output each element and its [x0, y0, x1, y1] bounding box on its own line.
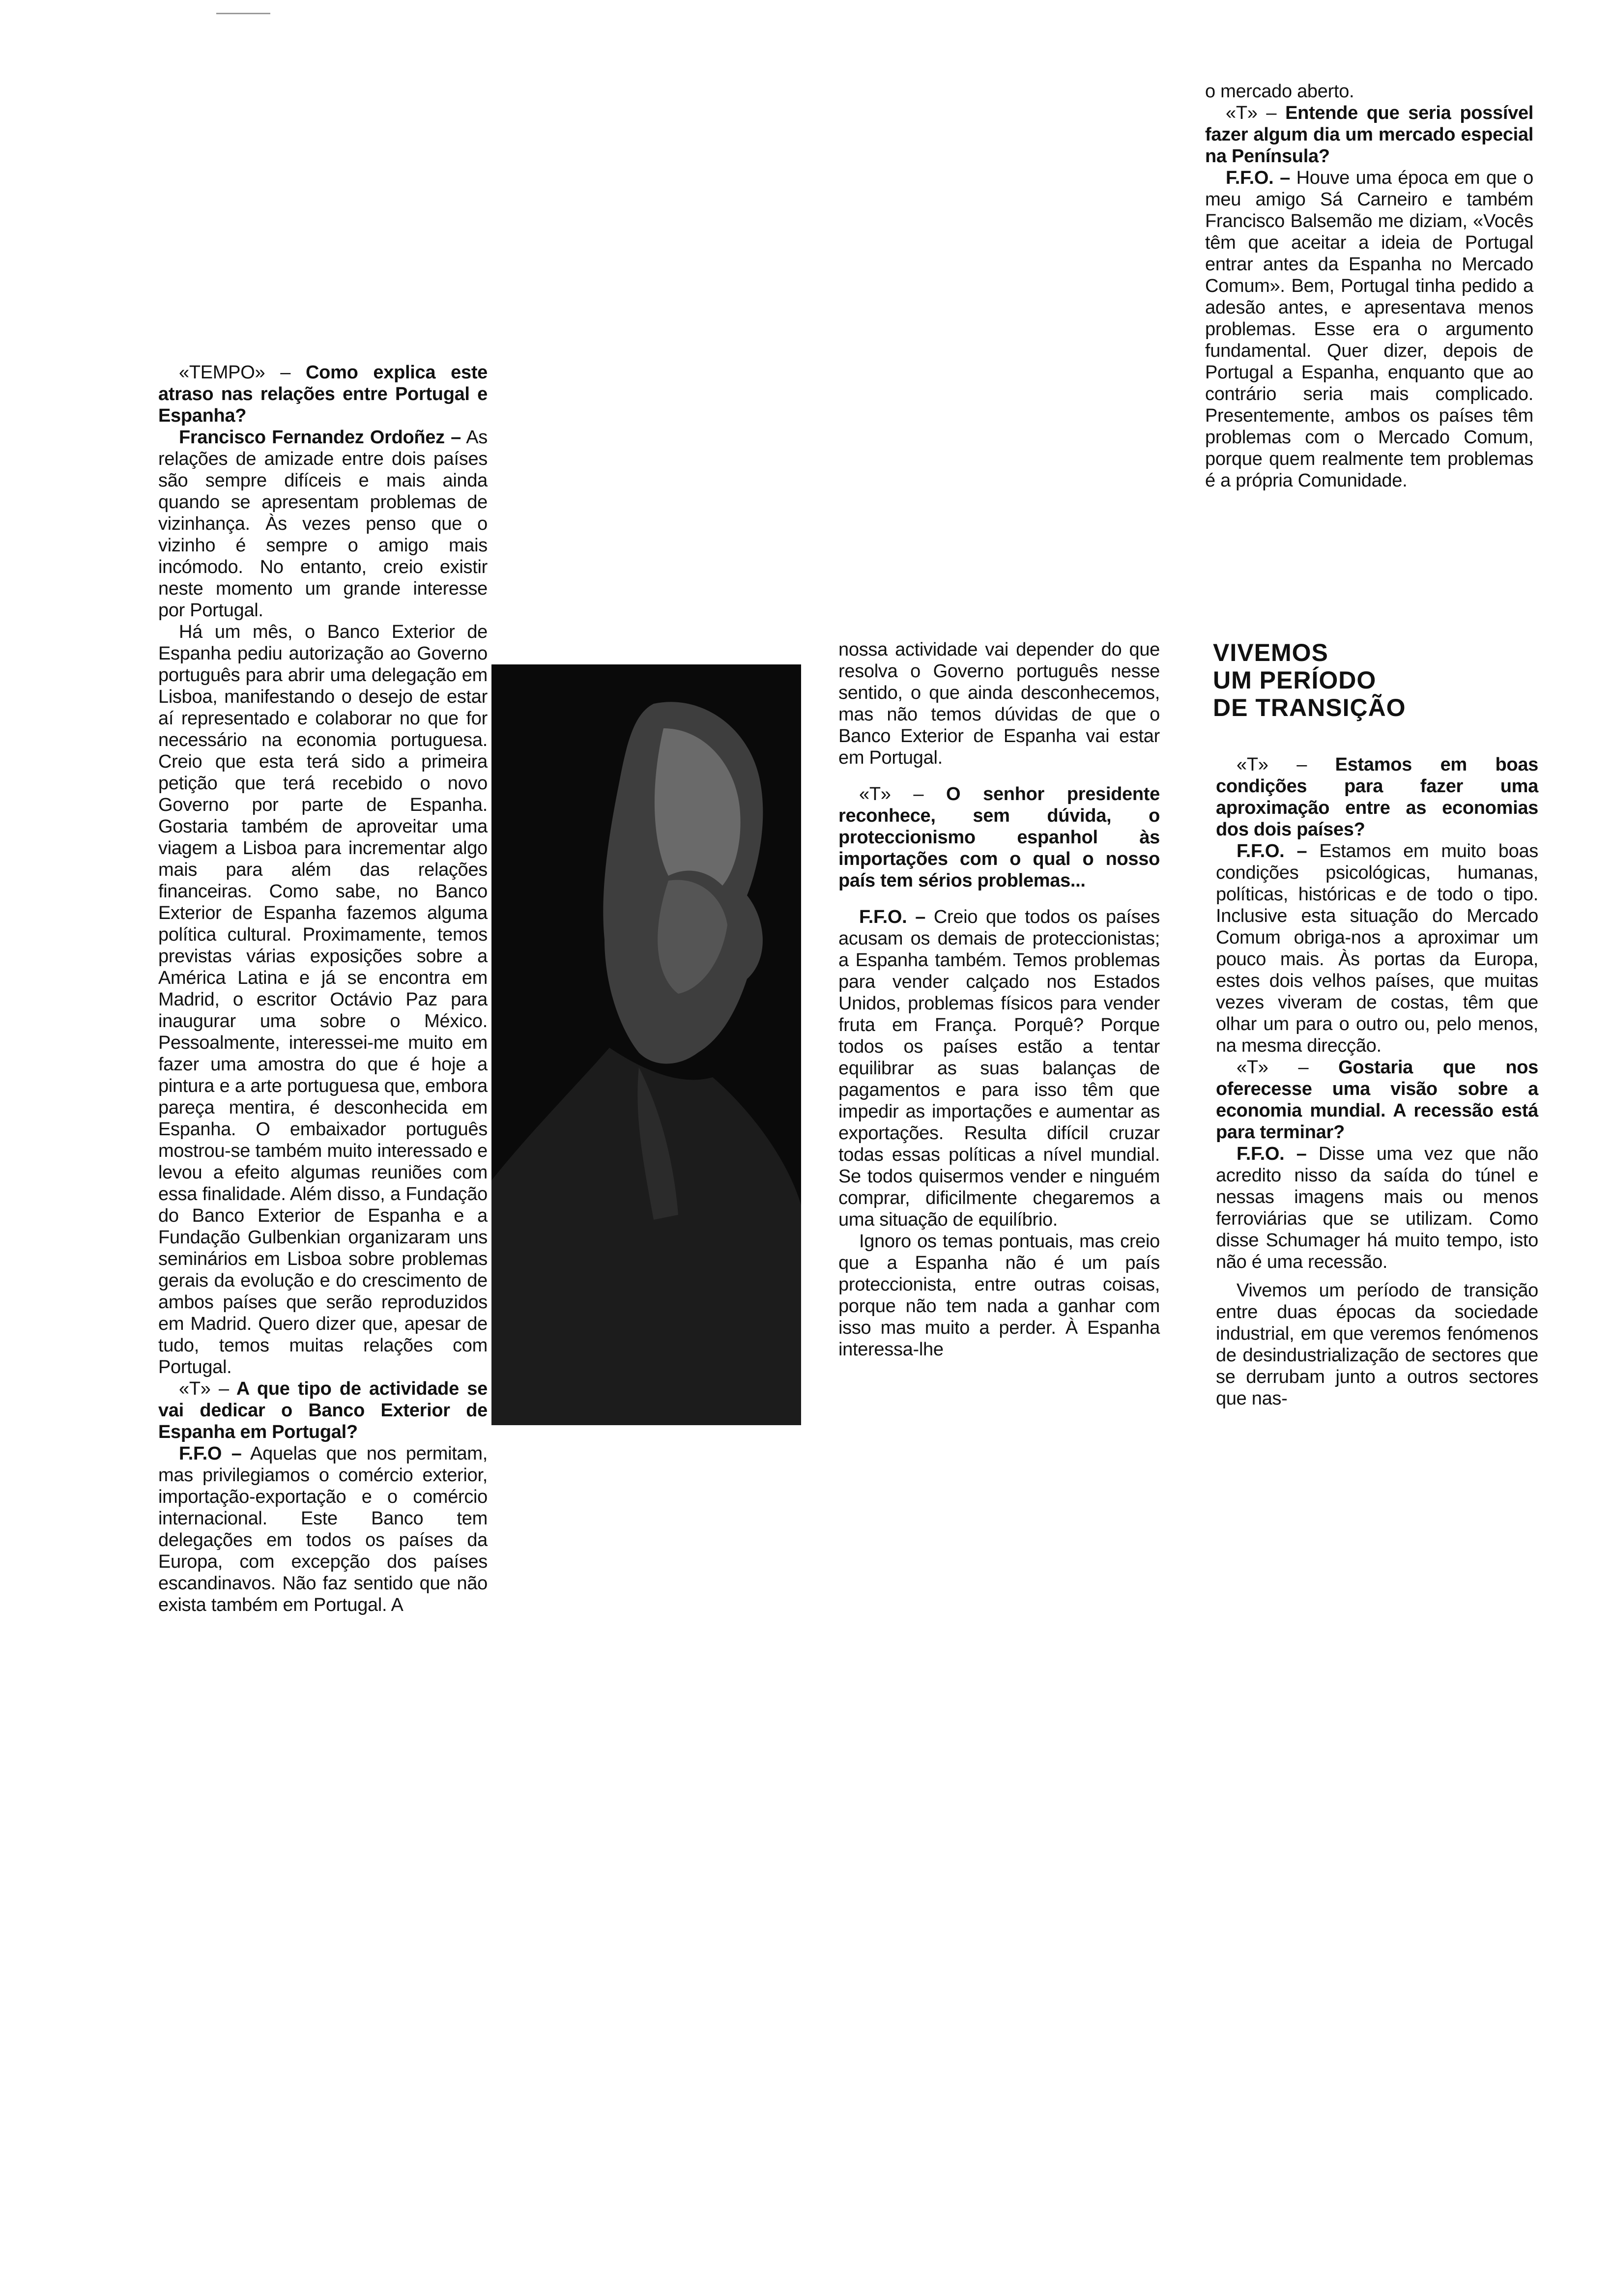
answer-1 [1205, 167, 1533, 491]
question-1 [1205, 102, 1533, 167]
speaker-name: F.F.O. – [1226, 168, 1290, 188]
question-2 [158, 1378, 488, 1443]
answer-text: Houve uma época em que o meu amigo Sá Carneiro e também Francisco Balsemão me diziam, «Vocês têm que aceitar a ideia de Portugal entrar antes da Espanha no Mercado Comum». Bem, Portugal tinha pedido a adesão antes, e apresentava menos problemas. Esse era o argumento fundamental. Quer dizer, depois de Portugal a Espanha, enquanto que ao contrário seria mais complicado. Presentemente, ambos os países têm problemas com o Mercado Comum, porque quem realmente tem problemas é a própria Comunidade. [1205, 168, 1533, 491]
question-lead: «T» – [1226, 103, 1277, 123]
section-heading [1213, 639, 1406, 721]
question-text: A que tipo de actividade se vai dedicar o Banco Exterior de Espanha em Portugal? [158, 1378, 488, 1442]
question-lead: «T» – [859, 784, 924, 804]
answer-text: Creio que todos os países acusam os demais de proteccionistas; a Espanha também. Temos problemas para vender calçado nos Estados Unidos, problemas físicos para vender fruta em França. Porquê? Porque todos os países estão a tentar equilibrar as suas balanças de pagamentos e para isso têm que impedir as importações e aumentar as exportações. Resulta difícil cruzar todas essas políticas a nível mundial. Se todos quisermos vender e ninguém comprar, dificilmente chegaremos a uma situação de equilíbrio. [838, 907, 1160, 1230]
paragraph: Ignoro os temas pontuais, mas creio que a Espanha não é um país proteccionista, entre outras coisas, porque não tem nada a ganhar com isso mas muito a perder. À Espanha interessa-lhe [838, 1231, 1160, 1360]
question-lead: «T» – [1237, 754, 1307, 775]
answer-text: As relações de amizade entre dois países são sempre difíceis e mais ainda quando se apresentam problemas de vizinhança. Às vezes penso que o vizinho é sempre o amigo mais incómodo. No entanto, creio existir neste momento um grande interesse por Portugal. [158, 427, 488, 621]
answer-text: Estamos em muito boas condições psicológicas, humanas, políticas, históricas e de todo o tipo. Inclusive esta situação do Mercado Comum obriga-nos a aproximar um pouco mais. Às portas da Europa, estes dois velhos países, que muitas vezes viveram de costas, têm que olhar um para o outro ou, pelo menos, na mesma direcção. [1216, 841, 1539, 1056]
question-3 [1216, 1057, 1538, 1143]
answer-1 [838, 906, 1160, 1231]
spacer [1216, 1273, 1538, 1280]
heading-line: VIVEMOS [1213, 639, 1328, 666]
question-text: Estamos em boas condições para fazer uma aproximação entre as economias dos dois países? [1216, 754, 1538, 840]
column-1 [158, 362, 488, 1616]
heading-line: UM PERÍODO [1213, 666, 1377, 694]
answer-2 [158, 1443, 488, 1616]
question-1 [838, 783, 1160, 891]
speaker-name: F.F.O. – [1237, 1144, 1307, 1164]
question-lead: «TEMPO» – [179, 362, 291, 383]
speaker-name: F.F.O. – [1237, 841, 1307, 861]
speaker-name: F.F.O. – [859, 907, 926, 927]
column-3 [838, 639, 1160, 1360]
paragraph: o mercado aberto. [1205, 81, 1354, 102]
question-text: O senhor presidente reconhece, sem dúvida, o proteccionismo espanhol às importações com o qual o nosso país tem sérios problemas... [838, 784, 1160, 891]
question-text: Entende que seria possível fazer algum dia um mercado especial na Península? [1205, 103, 1534, 167]
question-lead: «T» – [179, 1378, 229, 1399]
spacer [838, 769, 1160, 783]
portrait-silhouette [491, 664, 801, 1425]
paragraph: Há um mês, o Banco Exterior de Espanha pediu autorização ao Governo português para abrir uma delegação em Lisboa, manifestando o desejo de estar aí representado e colaborar no que for necessário na economia portuguesa. Creio que esta terá sido a primeira petição que terá recebido o novo Governo por parte de Espanha. Gostaria também de aproveitar uma viagem a Lisboa para incrementar algo mais para além das relações financeiras. Como sabe, no Banco Exterior de Espanha fazemos alguma política cultural. Proximamente, temos previstas várias exposições sobre a América Latina e já se encontra em Madrid, o escritor Octávio Paz para inaugurar uma sobre o México. Pessoalmente, interessei-me muito em fazer uma amostra do que é hoje a pintura e a arte portuguesa que, embora pareça mentira, é desconhecida em Espanha. O embaixador português mostrou-se também muito interessado e levou a efeito algumas reuniões com essa finalidade. Além disso, a Fundação do Banco Exterior de Espanha e a Fundação Gulbenkian organizaram uns seminários em Lisboa sobre problemas gerais da evolução e do crescimento de ambos países que serão reproduzidos em Madrid. Quero dizer que, apesar de tudo, temos muitas relações com Portugal. [158, 622, 488, 1378]
speaker-name: F.F.O – [179, 1443, 242, 1464]
paragraph: nossa actividade vai depender do que resolva o Governo português nesse sentido, o que ainda desconhecemos, mas não temos dúvidas de que o Banco Exterior de Espanha vai estar em Portugal. [838, 639, 1160, 768]
question-1 [158, 362, 488, 427]
question-text: Gostaria que nos oferecesse uma visão sobre a economia mundial. A recessão está para terminar? [1216, 1057, 1538, 1143]
question-text: Como explica este atraso nas relações entre Portugal e Espanha? [158, 362, 488, 426]
answer-1 [158, 427, 488, 621]
speaker-name: Francisco Fernandez Ordoñez – [179, 427, 461, 448]
column-4-bottom [1216, 754, 1538, 1409]
column-4-top [1205, 81, 1533, 491]
answer-2 [1216, 840, 1538, 1057]
paragraph: Vivemos um período de transição entre duas épocas da sociedade industrial, em que veremos fenómenos de desindustrialização de sectores que se derrubam junto a outros sectores que nas- [1216, 1280, 1538, 1409]
answer-text: Disse uma vez que não acredito nisso da saída do túnel e nessas imagens mais ou menos ferroviárias que se utilizam. Como disse Schumager há muito tempo, isto não é uma recessão. [1216, 1144, 1538, 1272]
scan-mark [216, 13, 270, 14]
answer-text: Aquelas que nos permitam, mas privilegiamos o comércio exterior, importação-exportação e o comércio internacional. Este Banco tem delegações em todos os países da Europa, com excepção dos países escandinavos. Não faz sentido que não exista também em Portugal. A [158, 1443, 488, 1615]
question-2 [1216, 754, 1538, 840]
spacer [838, 891, 1160, 906]
heading-line: DE TRANSIÇÃO [1213, 694, 1406, 721]
answer-3 [1216, 1143, 1538, 1273]
question-lead: «T» – [1237, 1057, 1309, 1078]
portrait-photo [491, 664, 801, 1425]
